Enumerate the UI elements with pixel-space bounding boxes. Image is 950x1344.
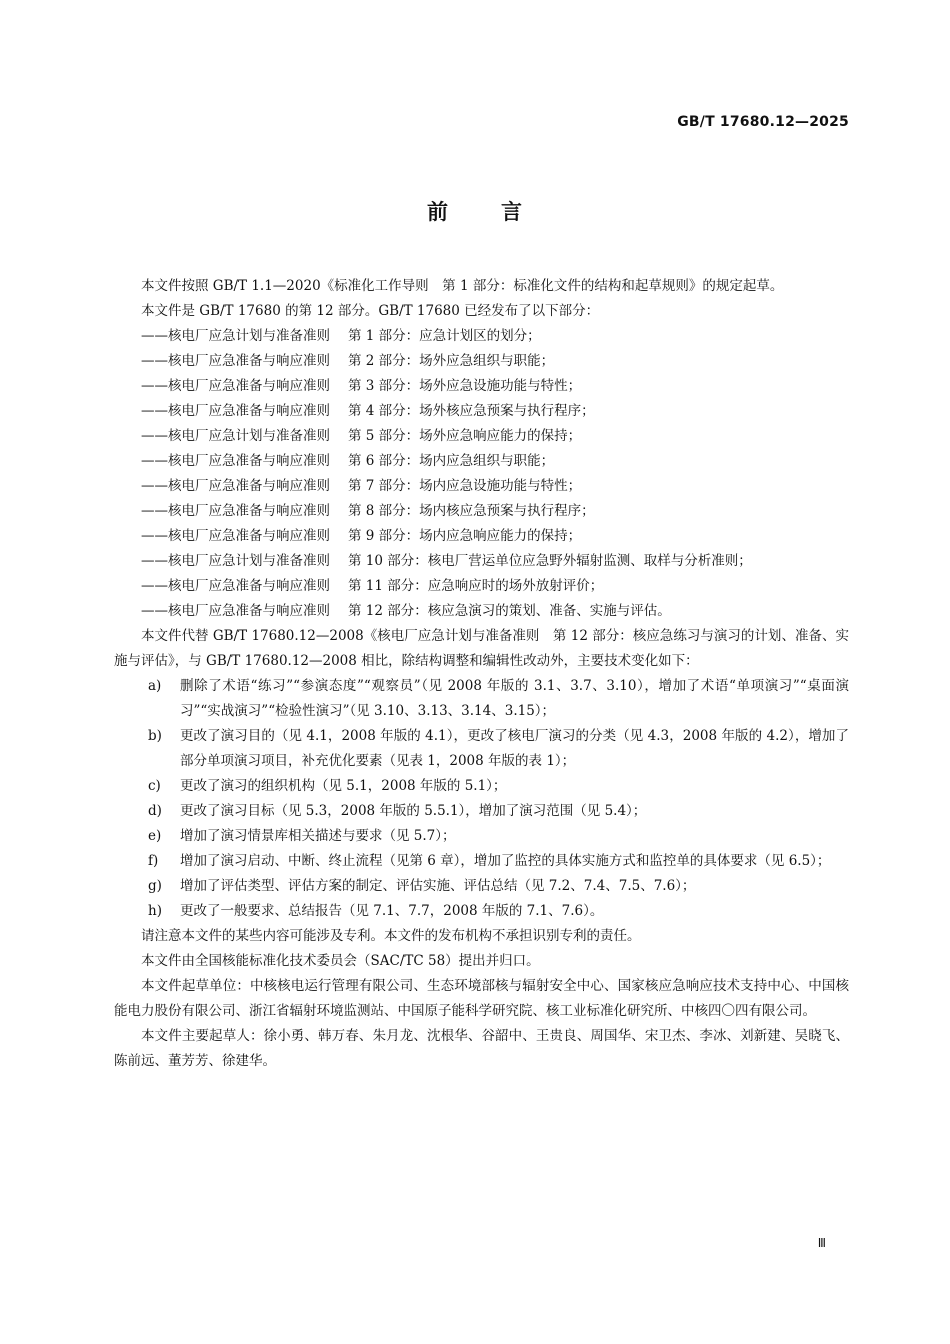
patent-notice: 请注意本文件的某些内容可能涉及专利。本文件的发布机构不承担识别专利的责任。 (141, 928, 641, 944)
change-item-f: f) 增加了演习启动、中断、终止流程（见第 6 章），增加了监控的具体实施方式和监控单的具体要求（见 6.5）； (148, 853, 831, 869)
proposer-paragraph: 本文件由全国核能标准化技术委员会（SAC/TC 58）提出并归口。 (141, 953, 540, 969)
title-char-2: 言 (501, 200, 523, 224)
change-item-b: b) 更改了演习目的（见 4.1，2008 年版的 4.1），更改了核电厂演习的分类（见 4.3，2008 年版的 4.2），增加了部分单项演习项目，补充优化要素（见表 1，2008 年版的表 1）； (148, 728, 849, 769)
change-item-g: g) 增加了评估类型、评估方案的制定、评估实施、评估总结（见 7.2、7.4、7.5、7.6）； (148, 878, 696, 894)
list-item: ——核电厂应急准备与响应准则 第 9 部分：场内应急响应能力的保持； (141, 528, 582, 544)
list-item: ——核电厂应急计划与准备准则 第 5 部分：场外应急响应能力的保持； (141, 428, 582, 444)
change-item-e: e) 增加了演习情景库相关描述与要求（见 5.7）； (148, 828, 456, 844)
title-char-1: 前 (427, 200, 449, 224)
list-item: ——核电厂应急准备与响应准则 第 12 部分：核应急演习的策划、准备、实施与评估。 (141, 603, 671, 619)
change-item-h: h) 更改了一般要求、总结报告（见 7.1、7.7，2008 年版的 7.1、7.6）。 (148, 903, 604, 919)
change-item-c: c) 更改了演习的组织机构（见 5.1，2008 年版的 5.1）； (148, 778, 507, 794)
page-title (0, 196, 950, 226)
list-item: ——核电厂应急计划与准备准则 第 1 部分：应急计划区的划分； (141, 328, 541, 344)
list-item: ——核电厂应急准备与响应准则 第 3 部分：场外应急设施功能与特性； (141, 378, 582, 394)
intro-paragraph-1: 本文件按照 GB/T 1.1—2020《标准化工作导则 第 1 部分：标准化文件的结构和起草规则》的规定起草。 (141, 278, 784, 294)
list-item: ——核电厂应急计划与准备准则 第 10 部分：核电厂营运单位应急野外辐射监测、取样与分析准则； (141, 553, 752, 569)
standard-number: GB/T 17680.12—2025 (677, 114, 849, 130)
list-item: ——核电厂应急准备与响应准则 第 11 部分：应急响应时的场外放射评价； (141, 578, 604, 594)
list-item: ——核电厂应急准备与响应准则 第 4 部分：场外核应急预案与执行程序； (141, 403, 595, 419)
drafters: 本文件主要起草人：徐小勇、韩万春、朱月龙、沈根华、谷韶中、王贵良、周国华、宋卫杰、李冰、刘新建、吴晓飞、陈前远、董芳芳、徐建华。 (114, 1028, 849, 1069)
drafting-units: 本文件起草单位：中核核电运行管理有限公司、生态环境部核与辐射安全中心、国家核应急响应技术支持中心、中国核能电力股份有限公司、浙江省辐射环境监测站、中国原子能科学研究院、核工业标准化研究所、中核四〇四有限公司。 (114, 978, 849, 1019)
page-number: Ⅲ (817, 1236, 826, 1250)
changes-list (114, 674, 849, 924)
list-item: ——核电厂应急准备与响应准则 第 8 部分：场内核应急预案与执行程序； (141, 503, 595, 519)
list-item: ——核电厂应急准备与响应准则 第 2 部分：场外应急组织与职能； (141, 353, 555, 369)
parts-list (114, 324, 849, 624)
list-item: ——核电厂应急准备与响应准则 第 7 部分：场内应急设施功能与特性； (141, 478, 582, 494)
replacement-paragraph: 本文件代替 GB/T 17680.12—2008《核电厂应急计划与准备准则 第 12 部分：核应急练习与演习的计划、准备、实施与评估》，与 GB/T 17680.12—2008 相比，除结构调整和编辑性改动外，主要技术变化如下： (114, 628, 849, 669)
document-body (114, 274, 849, 1074)
change-item-a: a) 删除了术语“练习”“参演态度”“观察员”（见 2008 年版的 3.1、3.7、3.10），增加了术语“单项演习”“桌面演习”“实战演习”“检验性演习”（见 3.10、3.13、3.14、3.15）； (148, 678, 849, 719)
intro-paragraph-2: 本文件是 GB/T 17680 的第 12 部分。GB/T 17680 已经发布了以下部分： (141, 303, 600, 319)
list-item: ——核电厂应急准备与响应准则 第 6 部分：场内应急组织与职能； (141, 453, 555, 469)
change-item-d: d) 更改了演习目标（见 5.3，2008 年版的 5.5.1），增加了演习范围（见 5.4）； (148, 803, 647, 819)
